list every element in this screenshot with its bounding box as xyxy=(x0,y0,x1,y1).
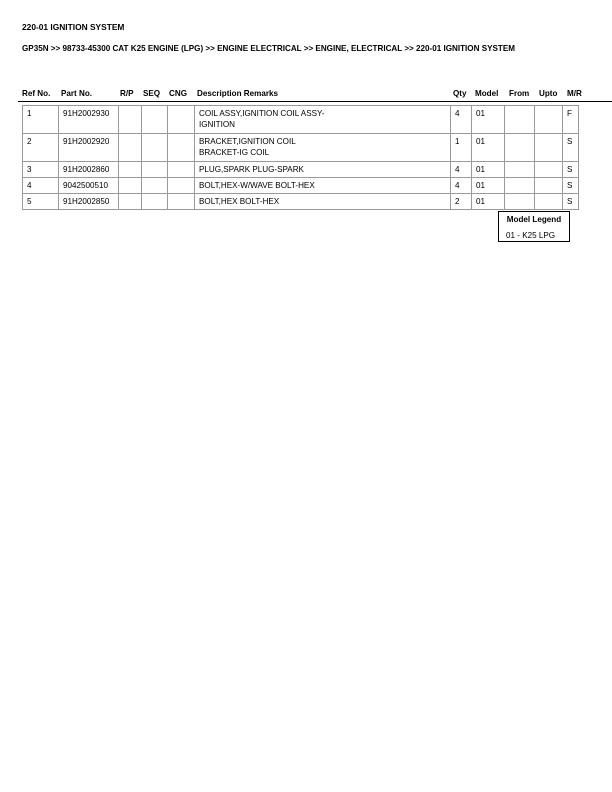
legend-title: Model Legend xyxy=(506,215,562,224)
table-row[interactable] xyxy=(23,134,579,162)
cell-cng xyxy=(168,106,195,134)
cell-upto xyxy=(535,162,563,178)
cell-model: 01 xyxy=(472,134,505,162)
cell-cng xyxy=(168,134,195,162)
table-row[interactable] xyxy=(23,194,579,210)
cell-model: 01 xyxy=(472,162,505,178)
cell-model: 01 xyxy=(472,106,505,134)
cell-mr: S xyxy=(563,162,579,178)
cell-from xyxy=(505,194,535,210)
header-part-no: Part No. xyxy=(61,89,93,98)
cell-from xyxy=(505,106,535,134)
cell-cng xyxy=(168,194,195,210)
model-legend xyxy=(498,211,570,242)
cell-qty: 4 xyxy=(451,178,472,194)
table-row[interactable] xyxy=(23,162,579,178)
header-cng: CNG xyxy=(169,89,187,98)
cell-rp xyxy=(119,178,142,194)
cell-from xyxy=(505,178,535,194)
cell-part-no: 9042500510 xyxy=(59,178,119,194)
cell-qty: 4 xyxy=(451,162,472,178)
cell-description xyxy=(195,134,451,162)
cell-ref: 5 xyxy=(23,194,59,210)
cell-mr: S xyxy=(563,134,579,162)
legend-entry: 01 - K25 LPG xyxy=(506,231,556,240)
cell-seq xyxy=(142,106,168,134)
cell-description xyxy=(195,162,451,178)
table-header xyxy=(0,89,612,101)
cell-upto xyxy=(535,134,563,162)
header-mr: M/R xyxy=(567,89,582,98)
header-seq: SEQ xyxy=(143,89,161,98)
cell-part-no: 91H2002930 xyxy=(59,106,119,134)
remarks-line: IGNITION xyxy=(199,120,235,129)
cell-seq xyxy=(142,194,168,210)
cell-seq xyxy=(142,134,168,162)
cell-upto xyxy=(535,194,563,210)
remarks-line: BRACKET-IG COIL xyxy=(199,148,270,157)
header-model: Model xyxy=(475,89,499,98)
cell-model: 01 xyxy=(472,194,505,210)
cell-part-no: 91H2002850 xyxy=(59,194,119,210)
header-description: Description Remarks xyxy=(197,89,278,98)
header-from: From xyxy=(509,89,530,98)
cell-mr: S xyxy=(563,194,579,210)
table-row[interactable] xyxy=(23,178,579,194)
header-ref-no: Ref No. xyxy=(22,89,51,98)
cell-rp xyxy=(119,134,142,162)
cell-ref: 1 xyxy=(23,106,59,134)
cell-from xyxy=(505,162,535,178)
cell-qty: 2 xyxy=(451,194,472,210)
cell-rp xyxy=(119,106,142,134)
cell-description xyxy=(195,106,451,134)
cell-ref: 4 xyxy=(23,178,59,194)
header-qty: Qty xyxy=(453,89,467,98)
cell-seq xyxy=(142,162,168,178)
cell-rp xyxy=(119,194,142,210)
cell-ref: 2 xyxy=(23,134,59,162)
header-divider xyxy=(18,101,612,102)
cell-mr: F xyxy=(563,106,579,134)
cell-ref: 3 xyxy=(23,162,59,178)
header-upto: Upto xyxy=(539,89,558,98)
cell-description xyxy=(195,194,451,210)
description-line: BOLT,HEX-W/WAVE BOLT-HEX xyxy=(199,181,315,190)
cell-part-no: 91H2002860 xyxy=(59,162,119,178)
cell-upto xyxy=(535,106,563,134)
parts-table xyxy=(22,105,579,210)
cell-qty: 1 xyxy=(451,134,472,162)
cell-part-no: 91H2002920 xyxy=(59,134,119,162)
cell-rp xyxy=(119,162,142,178)
description-line: PLUG,SPARK PLUG-SPARK xyxy=(199,165,304,174)
table-row[interactable] xyxy=(23,106,579,134)
description-line: COIL ASSY,IGNITION COIL ASSY- xyxy=(199,109,325,118)
cell-cng xyxy=(168,178,195,194)
header-rp: R/P xyxy=(120,89,134,98)
cell-description xyxy=(195,178,451,194)
breadcrumb: GP35N >> 98733-45300 CAT K25 ENGINE (LPG) >> ENGINE ELECTRICAL >> ENGINE, ELECTRICAL >> 220-01 IGNITION SYSTEM xyxy=(22,44,515,53)
cell-cng xyxy=(168,162,195,178)
cell-from xyxy=(505,134,535,162)
cell-seq xyxy=(142,178,168,194)
description-line: BRACKET,IGNITION COIL xyxy=(199,137,296,146)
cell-qty: 4 xyxy=(451,106,472,134)
cell-mr: S xyxy=(563,178,579,194)
cell-model: 01 xyxy=(472,178,505,194)
description-line: BOLT,HEX BOLT-HEX xyxy=(199,197,280,206)
cell-upto xyxy=(535,178,563,194)
page-title: 220-01 IGNITION SYSTEM xyxy=(22,22,125,32)
